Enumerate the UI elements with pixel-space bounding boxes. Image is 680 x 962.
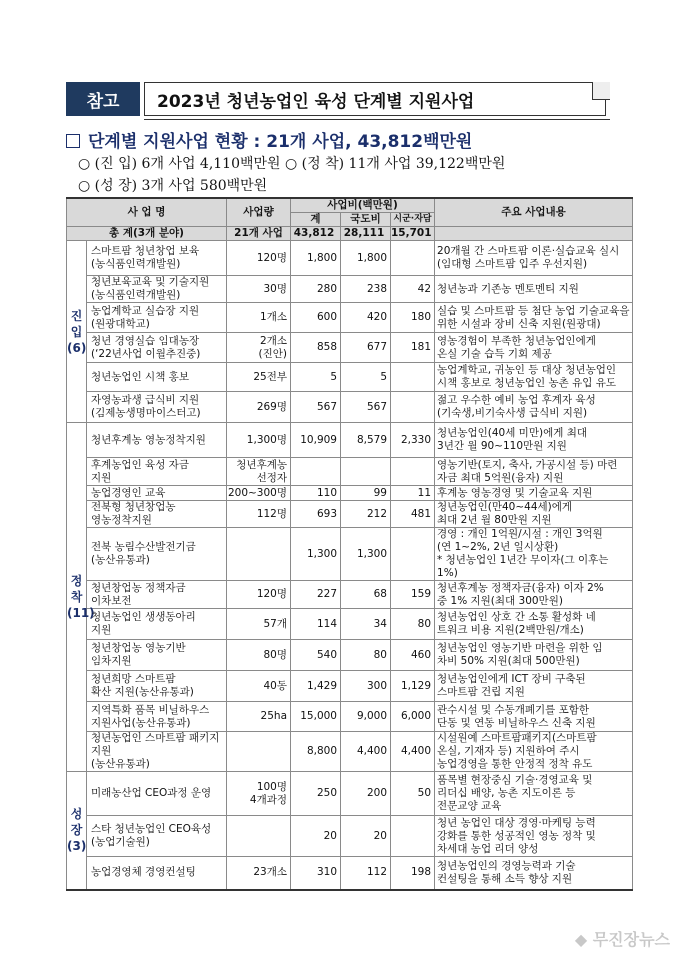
program-name: 미래농산업 CEO과정 운영 [87, 772, 227, 816]
table-row [67, 609, 633, 640]
budget-total [291, 458, 341, 486]
budget-national: 34 [341, 609, 391, 640]
page-header [66, 80, 610, 118]
budget-total: 858 [291, 333, 341, 363]
col-header-desc: 주요 사업내용 [435, 198, 633, 227]
program-name: 청년창업농 영농기반 임차지원 [87, 640, 227, 671]
budget-total: 227 [291, 581, 341, 609]
program-scale: 80명 [227, 640, 291, 671]
program-scale: 120명 [227, 581, 291, 609]
page-title: 2023년 청년농업인 육성 단계별 지원사업 [144, 82, 606, 116]
col-header-local: 시군·자담 [391, 213, 435, 227]
budget-national: 1,800 [341, 241, 391, 276]
program-name: 스마트팜 청년창업 보육 (농식품인력개발원) [87, 241, 227, 276]
program-description: 청년후계농 정책자금(융자) 이자 2% 중 1% 지원(최대 300만원) [435, 581, 633, 609]
program-name: 지역특화 품목 비닐하우스 지원사업(농산유통과) [87, 702, 227, 732]
total-national: 28,111 [341, 227, 391, 241]
budget-local: 2,330 [391, 423, 435, 458]
budget-total: 280 [291, 276, 341, 303]
program-scale: 25ha [227, 702, 291, 732]
program-name: 청년후계농 영농정착지원 [87, 423, 227, 458]
table-row [67, 857, 633, 890]
program-name: 청년희망 스마트팜 확산 지원(농산유통과) [87, 671, 227, 702]
budget-total: 110 [291, 486, 341, 501]
budget-total: 567 [291, 392, 341, 423]
program-scale: 200~300명 [227, 486, 291, 501]
table-row [67, 333, 633, 363]
program-scale [227, 732, 291, 772]
budget-national: 9,000 [341, 702, 391, 732]
header-underline [144, 116, 610, 120]
summary-line-2: ○ (성 장) 3개 사업 580백만원 [78, 178, 268, 194]
program-scale: 1,300명 [227, 423, 291, 458]
table-row [67, 816, 633, 857]
section-title-text: 단계별 지원사업 현황 : 21개 사업, 43,812백만원 [88, 132, 473, 152]
budget-local: 481 [391, 501, 435, 528]
program-description: 청년농과 기존농 멘토멘티 지원 [435, 276, 633, 303]
budget-national: 567 [341, 392, 391, 423]
program-description: 청년농업인의 경영능력과 기술 컨설팅을 통해 소득 향상 지원 [435, 857, 633, 890]
reference-tag: 참고 [66, 82, 140, 116]
budget-total: 250 [291, 772, 341, 816]
program-name: 전북 농림수산발전기금 (농산유통과) [87, 528, 227, 581]
program-description: 20개월 간 스마트팜 이론·실습교육 실시 (임대형 스마트팜 입주 우선지원) [435, 241, 633, 276]
program-name: 자영농과생 급식비 지원 (김제농생명마이스터고) [87, 392, 227, 423]
budget-national: 68 [341, 581, 391, 609]
program-description: 관수시설 및 수동개폐기를 포함한 단동 및 연동 비닐하우스 신축 지원 [435, 702, 633, 732]
budget-total: 8,800 [291, 732, 341, 772]
program-name: 청년 경영실습 임대농장 (‘22년사업 이월추진중) [87, 333, 227, 363]
total-row [67, 227, 633, 241]
col-header-name: 사 업 명 [67, 198, 227, 227]
budget-total: 1,800 [291, 241, 341, 276]
total-label: 총 계(3개 분야) [67, 227, 227, 241]
program-scale [227, 528, 291, 581]
program-description: 실습 및 스마트팜 등 첨단 농업 기술교육을 위한 시설과 장비 신축 지원(원광대) [435, 303, 633, 333]
budget-local [391, 458, 435, 486]
budget-local: 80 [391, 609, 435, 640]
budget-local [391, 241, 435, 276]
budget-national: 300 [341, 671, 391, 702]
program-description: 청년농업인 상호 간 소통 활성화 네 트워크 비용 지원(2백만원/개소) [435, 609, 633, 640]
budget-total: 600 [291, 303, 341, 333]
program-scale: 30명 [227, 276, 291, 303]
table-row [67, 276, 633, 303]
summary-line-1: ○ (진 입) 6개 사업 4,110백만원 ○ (정 착) 11개 사업 39,122백만원 [78, 156, 506, 172]
table-row [67, 772, 633, 816]
program-scale: 청년후계농 선정자 [227, 458, 291, 486]
program-description: 경영 : 개인 1억원/시설 : 개인 3억원 (연 1~2%, 2년 일시상환) * 청년농업인 1년간 무이자(그 이후는 1%) [435, 528, 633, 581]
budget-national: 238 [341, 276, 391, 303]
checkbox-square-icon [66, 134, 80, 148]
budget-local: 460 [391, 640, 435, 671]
table-row [67, 671, 633, 702]
stage-group-label: 성 장 (3) [67, 772, 87, 890]
table-row [67, 702, 633, 732]
budget-local: 180 [391, 303, 435, 333]
program-description: 청년 농업인 대상 경영·마케팅 능력 강화를 통한 성공적인 영농 정착 및 차세대 농업 리더 양성 [435, 816, 633, 857]
budget-national: 4,400 [341, 732, 391, 772]
program-name: 전북형 청년창업농 영농정착지원 [87, 501, 227, 528]
support-program-table [66, 197, 633, 891]
col-header-national: 국도비 [341, 213, 391, 227]
program-name: 농업경영인 교육 [87, 486, 227, 501]
budget-local: 181 [391, 333, 435, 363]
budget-local: 159 [391, 581, 435, 609]
program-scale: 120명 [227, 241, 291, 276]
stage-group-label: 정 착 (11) [67, 423, 87, 772]
budget-local: 6,000 [391, 702, 435, 732]
total-desc [435, 227, 633, 241]
table-row [67, 363, 633, 392]
program-name: 청년농업인 시책 홍보 [87, 363, 227, 392]
program-name: 스타 청년농업인 CEO육성 (농업기술원) [87, 816, 227, 857]
budget-national: 1,300 [341, 528, 391, 581]
program-scale: 269명 [227, 392, 291, 423]
budget-local: 50 [391, 772, 435, 816]
watermark-logo: ◆ 무진장뉴스 [574, 930, 670, 949]
program-scale: 57개 [227, 609, 291, 640]
program-description: 영농기반(토지, 축사, 가공시설 등) 마련 자금 최대 5억원(융자) 지원 [435, 458, 633, 486]
table-row [67, 458, 633, 486]
table-row [67, 528, 633, 581]
program-scale: 112명 [227, 501, 291, 528]
program-description: 청년농업인(40세 미만)에게 최대 3년간 월 90~110만원 지원 [435, 423, 633, 458]
table-row [67, 732, 633, 772]
program-description: 청년농업인에게 ICT 장비 구축된 스마트팜 건립 지원 [435, 671, 633, 702]
budget-national: 5 [341, 363, 391, 392]
budget-national: 8,579 [341, 423, 391, 458]
table-row [67, 640, 633, 671]
program-description: 농업계학교, 귀농인 등 대상 청년농업인 시책 홍보로 청년농업인 농촌 유입 유도 [435, 363, 633, 392]
program-description: 청년농업인 영농기반 마련을 위한 임 차비 50% 지원(최대 500만원) [435, 640, 633, 671]
budget-local [391, 392, 435, 423]
program-scale: 40동 [227, 671, 291, 702]
program-scale: 25전부 [227, 363, 291, 392]
budget-total: 1,429 [291, 671, 341, 702]
budget-total: 310 [291, 857, 341, 890]
program-scale: 2개소 (진안) [227, 333, 291, 363]
table-row [67, 423, 633, 458]
program-description: 품목별 현장중심 기술·경영교육 및 리더십 배양, 농촌 지도이론 등 전문교양 교육 [435, 772, 633, 816]
table-row [67, 501, 633, 528]
budget-local: 11 [391, 486, 435, 501]
budget-local [391, 528, 435, 581]
folded-corner-decoration [592, 82, 610, 100]
budget-national [341, 458, 391, 486]
table-row [67, 241, 633, 276]
program-name: 청년농업인 스마트팜 패키지 지원 (농산유통과) [87, 732, 227, 772]
budget-national: 20 [341, 816, 391, 857]
budget-local: 4,400 [391, 732, 435, 772]
budget-national: 99 [341, 486, 391, 501]
budget-local [391, 363, 435, 392]
program-name: 후계농업인 육성 자금 지원 [87, 458, 227, 486]
program-name: 농업계학교 실습장 지원 (원광대학교) [87, 303, 227, 333]
table-row [67, 303, 633, 333]
budget-local: 198 [391, 857, 435, 890]
budget-total: 114 [291, 609, 341, 640]
program-name: 청년보육교육 및 기술지원 (농식품인력개발원) [87, 276, 227, 303]
budget-national: 80 [341, 640, 391, 671]
program-scale: 1개소 [227, 303, 291, 333]
program-scale: 23개소 [227, 857, 291, 890]
budget-total: 10,909 [291, 423, 341, 458]
program-name: 청년창업농 정책자금 이차보전 [87, 581, 227, 609]
budget-total: 5 [291, 363, 341, 392]
budget-national: 112 [341, 857, 391, 890]
total-scale: 21개 사업 [227, 227, 291, 241]
table-row [67, 581, 633, 609]
program-description: 젊고 우수한 예비 농업 후계자 육성 (기숙생,비기숙사생 급식비 지원) [435, 392, 633, 423]
header-row-1 [67, 198, 633, 213]
budget-total: 693 [291, 501, 341, 528]
section-title [66, 127, 472, 152]
col-header-budget: 사업비(백만원) [291, 198, 435, 213]
budget-total: 540 [291, 640, 341, 671]
program-name: 농업경영체 경영컨설팅 [87, 857, 227, 890]
stage-group-label: 진 입 (6) [67, 241, 87, 423]
budget-total: 15,000 [291, 702, 341, 732]
budget-total: 1,300 [291, 528, 341, 581]
program-name: 청년농업인 생생동아리 지원 [87, 609, 227, 640]
program-scale [227, 816, 291, 857]
table-row [67, 392, 633, 423]
table-row [67, 486, 633, 501]
budget-local: 42 [391, 276, 435, 303]
program-description: 청년농업인(만40~44세)에게 최대 2년 월 80만원 지원 [435, 501, 633, 528]
budget-total: 20 [291, 816, 341, 857]
budget-national: 677 [341, 333, 391, 363]
col-header-scale: 사업량 [227, 198, 291, 227]
budget-local [391, 816, 435, 857]
budget-national: 200 [341, 772, 391, 816]
col-header-total: 계 [291, 213, 341, 227]
budget-local: 1,129 [391, 671, 435, 702]
program-description: 영농경험이 부족한 청년농업인에게 온실 기술 습득 기회 제공 [435, 333, 633, 363]
budget-national: 212 [341, 501, 391, 528]
total-sum: 43,812 [291, 227, 341, 241]
program-scale: 100명 4개과정 [227, 772, 291, 816]
program-description: 후계농 영농경영 및 기술교육 지원 [435, 486, 633, 501]
program-description: 시설원예 스마트팜패키지(스마트팜 온실, 기재자 등) 지원하여 주시 농업경영을 통한 안정적 정착 유도 [435, 732, 633, 772]
total-local: 15,701 [391, 227, 435, 241]
budget-national: 420 [341, 303, 391, 333]
